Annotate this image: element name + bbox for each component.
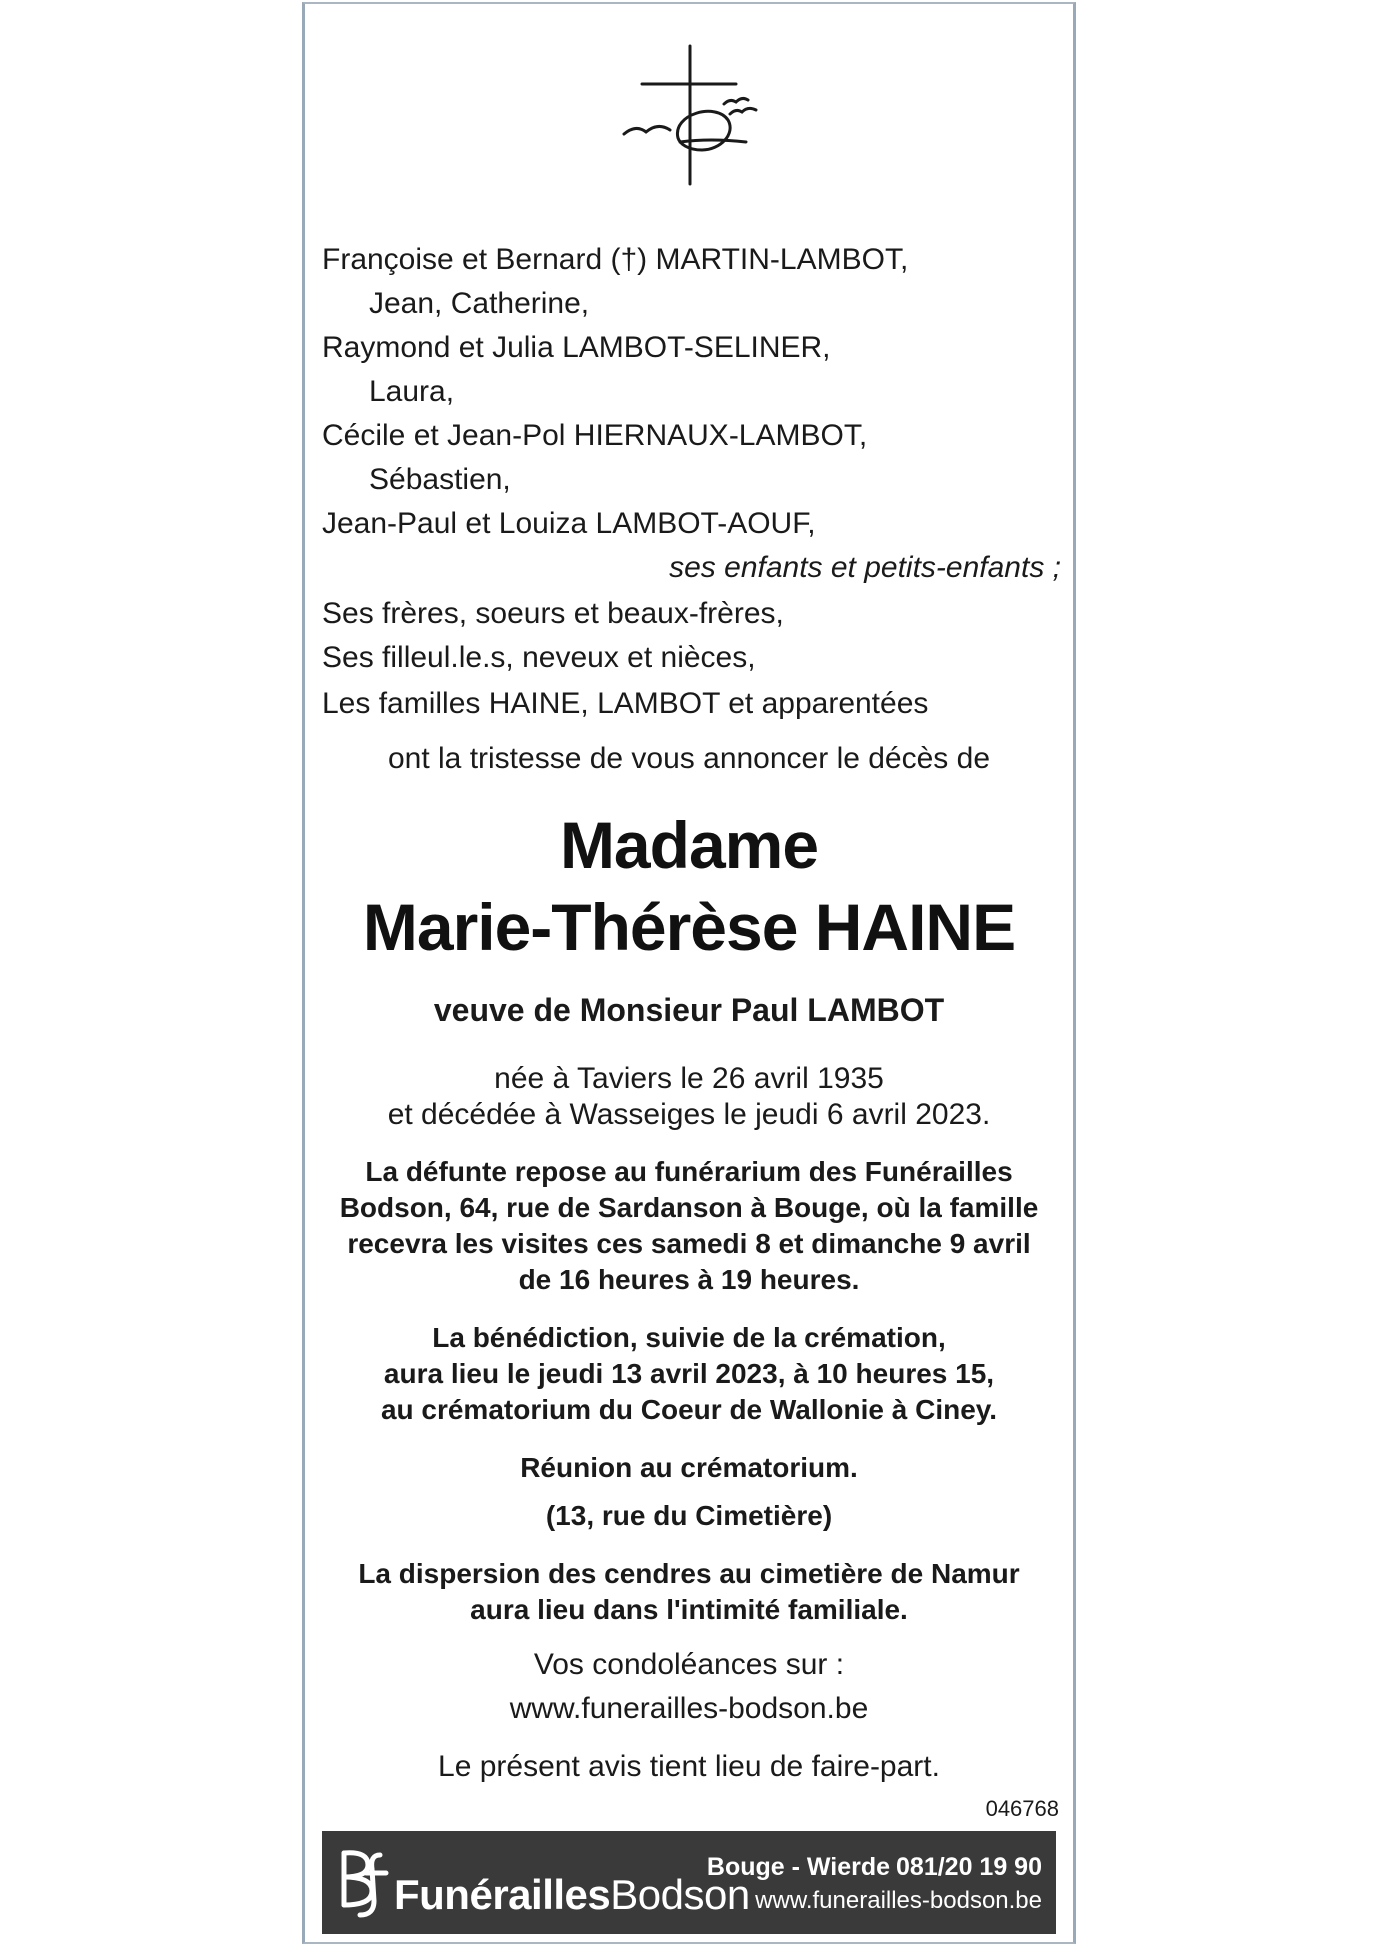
family-line-siblings: Ses frères, soeurs et beaux-frères, <box>322 597 784 630</box>
footer-website[interactable]: www.funerailles-bodson.be <box>755 1887 1042 1914</box>
visitation-line-4: de 16 heures à 19 heures. <box>518 1264 860 1295</box>
ceremony-line-1: La bénédiction, suivie de la crémation, <box>432 1322 946 1353</box>
obituary-notice <box>302 2 1076 1944</box>
condolences-url[interactable]: www.funerailles-bodson.be <box>509 1692 869 1725</box>
family-line-lambot-aouf: Jean-Paul et Louiza LAMBOT-AOUF, <box>322 507 816 540</box>
locations: Bouge - Wierde <box>706 1853 891 1881</box>
dispersion-line-1: La dispersion des cendres au cimetière de Namur <box>358 1558 1020 1589</box>
family-line-hiernaux-lambot: Cécile et Jean-Pol HIERNAUX-LAMBOT, <box>322 419 868 452</box>
brand-name-first: Funérailles <box>394 1871 611 1918</box>
family-line-lambot-seliner: Raymond et Julia LAMBOT-SELINER, <box>322 331 831 364</box>
deceased-title: Madame <box>559 808 819 882</box>
birth-line: née à Taviers le 26 avril 1935 <box>494 1062 884 1095</box>
brand-name <box>394 1871 750 1919</box>
deceased-name: Marie-Thérèse HAINE <box>362 890 1016 964</box>
closing-note: Le présent avis tient lieu de faire-part. <box>438 1750 940 1783</box>
meeting-line-2: (13, rue du Cimetière) <box>545 1500 833 1531</box>
funeral-home-banner <box>322 1831 1056 1934</box>
brand-name-second: Bodson <box>610 1871 750 1918</box>
cross-sun-birds-icon <box>620 42 760 192</box>
family-line-grandchildren-1: Jean, Catherine, <box>369 287 590 320</box>
visitation-line-3: recevra les visites ces samedi 8 et dimanche 9 avril <box>347 1228 1031 1259</box>
phone-number[interactable]: 081/20 19 90 <box>896 1853 1042 1881</box>
condolences-label: Vos condoléances sur : <box>533 1648 845 1681</box>
meeting-line-1: Réunion au crématorium. <box>520 1452 858 1483</box>
visitation-line-1: La défunte repose au funérarium des Funérailles <box>365 1156 1013 1187</box>
death-line: et décédée à Wasseiges le jeudi 6 avril 2023. <box>387 1098 991 1131</box>
announcement-text: ont la tristesse de vous annoncer le décès de <box>387 742 991 775</box>
family-line-grandchildren-3: Sébastien, <box>369 463 511 496</box>
contact-line <box>707 1853 1042 1882</box>
reference-number: 046768 <box>985 1796 1059 1821</box>
bodson-logo-icon <box>336 1847 392 1919</box>
family-line-families: Les familles HAINE, LAMBOT et apparentées <box>322 687 929 720</box>
family-line-godchildren: Ses filleul.le.s, neveux et nièces, <box>322 641 756 674</box>
widow-of-line: veuve de Monsieur Paul LAMBOT <box>433 992 945 1028</box>
dispersion-line-2: aura lieu dans l'intimité familiale. <box>470 1594 908 1625</box>
family-line-grandchildren-2: Laura, <box>369 375 455 408</box>
ceremony-line-3: au crématorium du Coeur de Wallonie à Ciney. <box>380 1394 998 1425</box>
family-line-martin-lambot: Françoise et Bernard (†) MARTIN-LAMBOT, <box>322 243 909 276</box>
visitation-line-2: Bodson, 64, rue de Sardanson à Bouge, où la famille <box>339 1192 1039 1223</box>
family-line-children-label: ses enfants et petits-enfants ; <box>669 551 1061 584</box>
ceremony-line-2: aura lieu le jeudi 13 avril 2023, à 10 heures 15, <box>383 1358 995 1389</box>
